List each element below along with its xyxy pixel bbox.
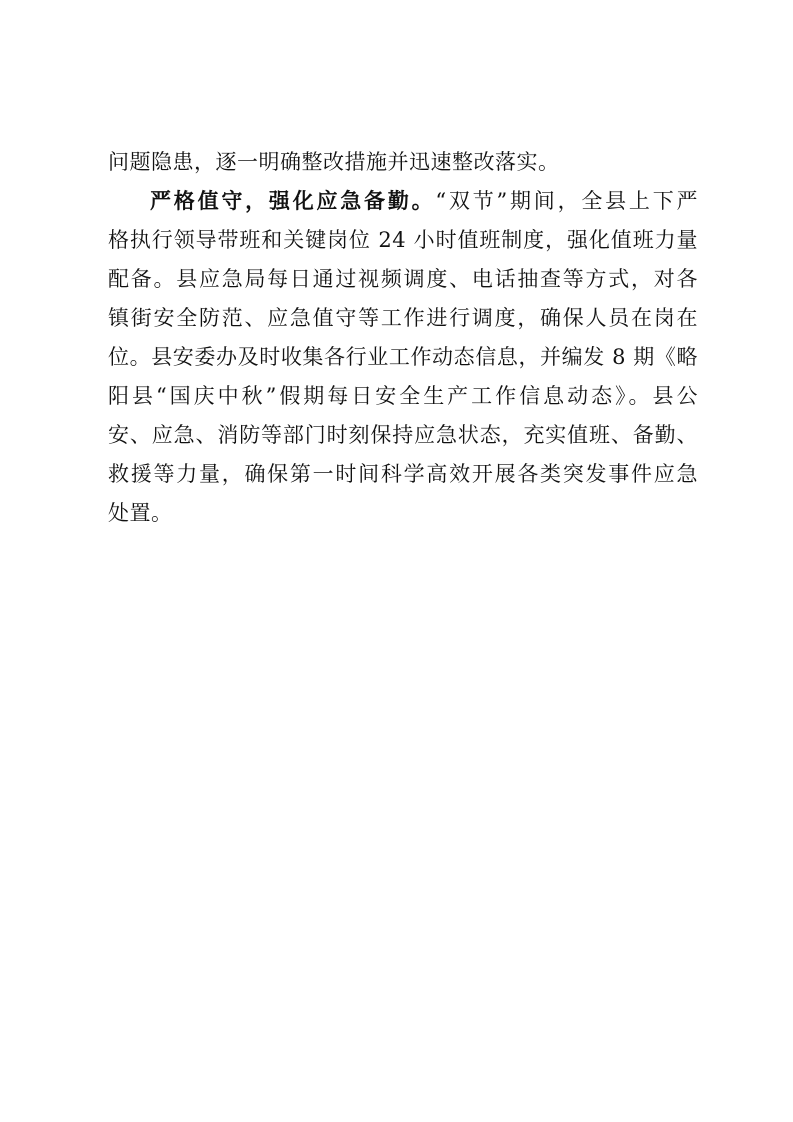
paragraph-line-text: “双节”期间，全县上下严 (435, 189, 698, 213)
paragraph-heading: 严格值守，强化应急备勤。 (150, 189, 436, 213)
paragraph-line: 安、应急、消防等部门时刻保持应急状态，充实值班、备勤、 (108, 423, 698, 447)
document-body (108, 143, 698, 533)
paragraph-line: 配备。县应急局每日通过视频调度、电话抽查等方式，对各 (108, 267, 698, 291)
paragraph-line: 阳县“国庆中秋”假期每日安全生产工作信息动态》。县公 (108, 384, 698, 408)
paragraph-line: 位。县安委办及时收集各行业工作动态信息，并编发 8 期《略 (108, 345, 698, 369)
paragraph-line: 问题隐患，逐一明确整改措施并迅速整改落实。 (108, 150, 560, 174)
paragraph-line: 处置。 (108, 501, 173, 525)
paragraph-heading-line (108, 182, 698, 221)
paragraph-line: 救援等力量，确保第一时间科学高效开展各类突发事件应急 (108, 462, 698, 486)
paragraph-line: 格执行领导带班和关键岗位 24 小时值班制度，强化值班力量 (108, 228, 698, 252)
paragraph-line: 镇街安全防范、应急值守等工作进行调度，确保人员在岗在 (108, 306, 698, 330)
